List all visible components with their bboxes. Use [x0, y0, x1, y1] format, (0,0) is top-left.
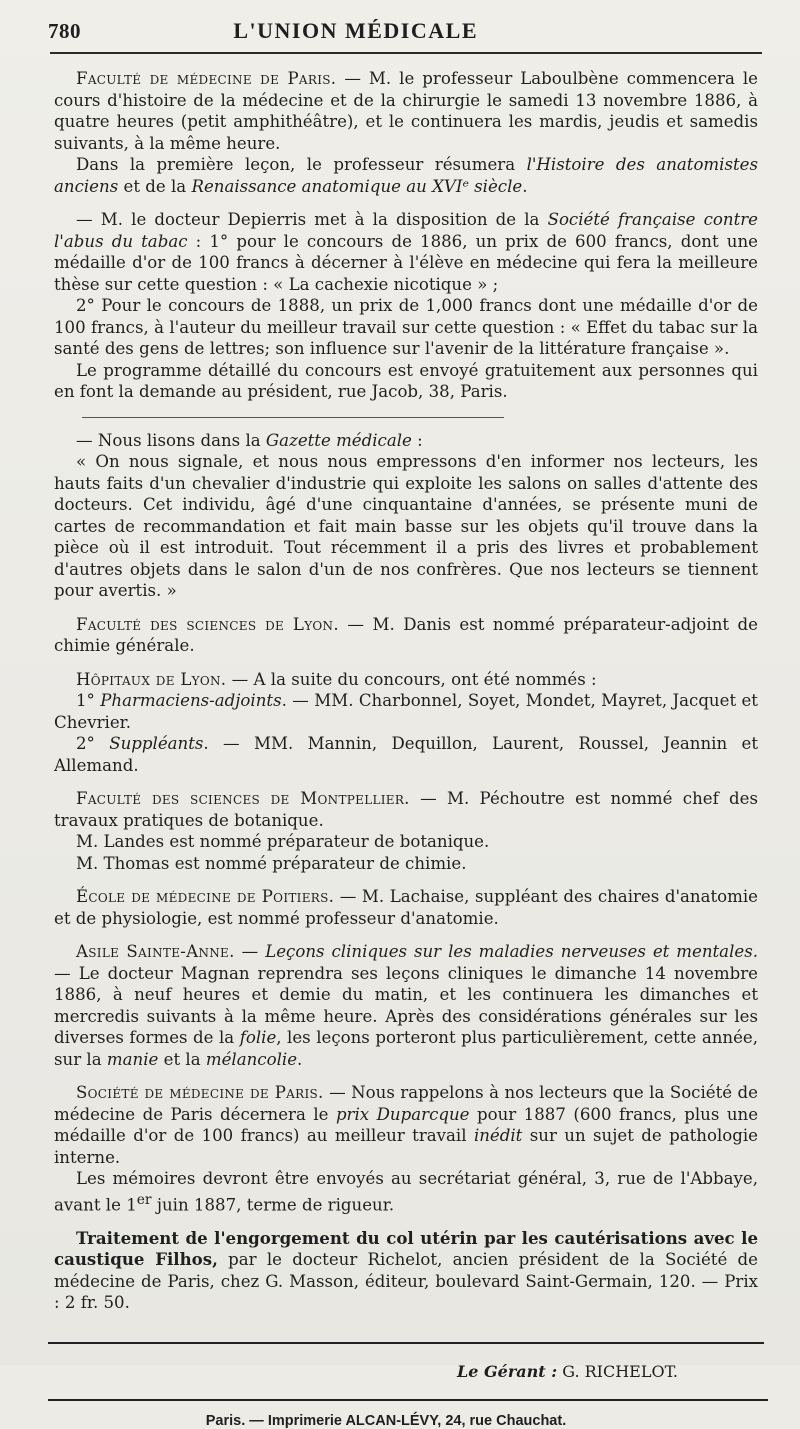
- item-gazette: [54, 430, 758, 602]
- item-poitiers: [54, 886, 758, 929]
- item-paragraph: M. Landes est nommé préparateur de botanique.: [76, 832, 490, 851]
- item-heading: Faculté de médecine de Paris.: [76, 69, 337, 88]
- item-hopitaux-lyon: [54, 669, 758, 777]
- page-header: [48, 18, 718, 44]
- header-rule: [50, 52, 762, 54]
- item-montpellier: [54, 788, 758, 874]
- item-paragraph: Asile Sainte-Anne. — Leçons cliniques sur les maladies nerveuses et mentales. — Le docteur Magnan reprendra ses leçons cliniques le dimanche 14 novembre 1886, à neuf heures et demie du matin, et les continuera les dimanches et mercredis suivants à la même heure. Après des considérations générales sur les diverses formes de la folie, les leçons porteront plus particulièrement, cette année, sur la manie et la mélancolie.: [54, 942, 758, 1069]
- item-heading: École de médecine de Poitiers.: [76, 887, 335, 906]
- item-paragraph: — M. le docteur Depierris met à la disposition de la Société française contre l'abus du tabac : 1° pour le concours de 1886, un prix de 600 francs, dont une médaille d'or de 100 francs à décerner à l'élève en médecine qui fera la meilleure thèse sur cette question : « La cachexie nicotique » ;: [54, 210, 758, 294]
- item-heading: Faculté des sciences de Montpellier.: [76, 789, 410, 808]
- list-item: 1° Pharmaciens-adjoints. — MM. Charbonnel, Soyet, Mondet, Mayret, Jacquet et Chevrier.: [54, 691, 758, 732]
- list-item: 2° Suppléants. — MM. Mannin, Dequillon, Laurent, Roussel, Jeannin et Allemand.: [54, 734, 758, 775]
- item-advert: [54, 1228, 758, 1314]
- item-faculte-paris: [54, 68, 758, 197]
- item-paragraph: Faculté des sciences de Montpellier. — M. Péchoutre est nommé chef des travaux pratiques de botanique.: [54, 789, 758, 830]
- item-heading: Société de médecine de Paris.: [76, 1083, 324, 1102]
- item-paragraph: Le programme détaillé du concours est envoyé gratuitement aux personnes qui en font la demande au président, rue Jacob, 38, Paris.: [54, 360, 758, 401]
- item-paragraph: Société de médecine de Paris. — Nous rappelons à nos lecteurs que la Société de médecine de Paris décernera le prix Duparcque pour 1887 (600 francs, plus une médaille d'or de 100 francs) au meilleur travail inédit sur un sujet de pathologie interne.: [54, 1083, 759, 1167]
- item-paragraph: École de médecine de Poitiers. — M. Lachaise, suppléant des chaires d'anatomie et de physiologie, est nommé professeur d'anatomie.: [54, 887, 758, 928]
- item-paragraph: — Nous lisons dans la Gazette médicale :: [76, 430, 423, 450]
- item-prix-tabac: [54, 209, 758, 403]
- item-lyon-sciences: [54, 614, 758, 657]
- item-heading: Hôpitaux de Lyon.: [76, 669, 227, 689]
- item-paragraph: Dans la première leçon, le professeur résumera l'Histoire des anatomistes anciens et de la Renaissance anatomique au XVIᵉ siècle.: [54, 155, 758, 196]
- item-paragraph: Traitement de l'engorgement du col utérin par les cautérisations avec le caustique Filhos, par le docteur Richelot, ancien président de la Société de médecine de Paris, chez G. Masson, éditeur, boulevard Saint-Germain, 120. — Prix : 2 fr. 50.: [54, 1227, 759, 1313]
- journal-title: L'UNION MÉDICALE: [233, 18, 478, 43]
- item-quote: « On nous signale, et nous nous empressons d'en informer nos lecteurs, les hauts faits d'un chevalier d'industrie qui exploite les salons on salles d'attente des docteurs. Cet individu, âgé d'une cinquantaine d'années, se présente muni de cartes de recommandation et fait main basse sur les objets qu'il trouve dans la pièce où il est introduit. Tout récemment il a pris des livres et probablement d'autres objets dans le salon d'un de nos confrères. Que nos lecteurs se tiennent pour avertis. »: [54, 452, 758, 600]
- footer-rule: [48, 1342, 764, 1344]
- item-societe-medecine: [54, 1082, 758, 1216]
- item-heading: Asile Sainte-Anne.: [76, 942, 235, 961]
- item-heading: Faculté des sciences de Lyon.: [76, 614, 339, 634]
- printer-imprint: Paris. — Imprimerie ALCAN-LÉVY, 24, rue Chauchat.: [205, 1412, 567, 1429]
- advert-title: Traitement de l'engorgement du col utérin par les cautérisations avec le caustique Filhos,: [54, 1227, 758, 1270]
- item-paragraph: Faculté des sciences de Lyon. — M. Danis est nommé préparateur-adjoint de chimie générale.: [54, 614, 758, 655]
- item-paragraph: M. Thomas est nommé préparateur de chimie.: [76, 853, 467, 873]
- item-paragraph: Hôpitaux de Lyon. — A la suite du concours, ont été nommés :: [76, 669, 597, 689]
- gerant-signature: Le Gérant : G. RICHELOT.: [457, 1361, 678, 1381]
- item-paragraph: Les mémoires devront être envoyés au secrétariat général, 3, rue de l'Abbaye, avant le 1er juin 1887, terme de rigueur.: [54, 1169, 758, 1215]
- item-sainte-anne: [54, 941, 758, 1070]
- section-divider: [82, 417, 504, 418]
- imprint-rule: [48, 1399, 768, 1401]
- item-paragraph: 2° Pour le concours de 1888, un prix de 1,000 francs dont une médaille d'or de 100 francs, à l'auteur du meilleur travail sur cette question : « Effet du tabac sur la santé des gens de lettres; son influence sur l'avenir de la littérature française ».: [54, 296, 758, 358]
- page-number: 780: [48, 19, 81, 43]
- item-paragraph: Faculté de médecine de Paris. — M. le professeur Laboulbène commencera le cours d'histoire de la médecine et de la chirurgie le samedi 13 novembre 1886, à quatre heures (petit amphithéâtre), et le continuera les mardis, jeudis et samedis suivants, à la même heure.: [54, 69, 758, 153]
